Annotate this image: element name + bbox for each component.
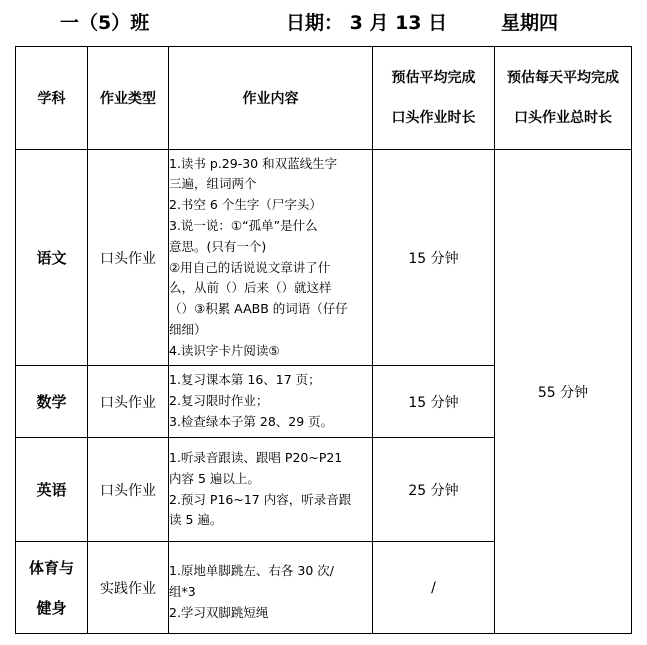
type-cell: 口头作业 — [88, 366, 169, 438]
document-title — [0, 4, 647, 38]
avg-time-cell: 25 分钟 — [373, 438, 495, 542]
content-line: 么，从前（）后来（）就这样 — [169, 280, 332, 296]
subject-line: 体育与 — [28, 558, 74, 577]
content-cell — [169, 542, 373, 634]
content-line: 3.说一说：①“孤单”是什么 — [169, 217, 318, 233]
content-line: 1.读书 p.29-30 和双蓝线生字 — [169, 155, 338, 171]
total-time-cell: 55 分钟 — [495, 150, 632, 634]
subject-cell — [16, 542, 88, 634]
column-header-avg-time — [373, 47, 495, 150]
column-header-total-time-line2: 口头作业总时长 — [514, 110, 612, 126]
content-line: 2.复习限时作业； — [169, 393, 269, 409]
column-header-total-time — [495, 47, 632, 150]
content-line: 组*3 — [169, 584, 196, 600]
content-line: 2.预习 P16~17 内容，听录音跟 — [169, 491, 352, 507]
homework-table — [15, 46, 632, 634]
content-line: 细细） — [169, 321, 207, 337]
type-cell: 口头作业 — [88, 438, 169, 542]
column-header-subject: 学科 — [16, 47, 88, 150]
content-line: ②用自己的话说说文章讲了什 — [169, 259, 331, 275]
avg-time-cell: 15 分钟 — [373, 150, 495, 366]
avg-time-cell: / — [373, 542, 495, 634]
content-line: 意思。(只有一个) — [169, 238, 267, 254]
content-line: 2.书空 6 个生字（尸字头） — [169, 197, 322, 213]
subject-cell: 语文 — [16, 150, 88, 366]
subject-cell: 英语 — [16, 438, 88, 542]
column-header-total-time-line1: 预估每天平均完成 — [507, 70, 619, 86]
column-header-avg-time-line2: 口头作业时长 — [391, 110, 476, 126]
subject-cell: 数学 — [16, 366, 88, 438]
content-line: 内容 5 遍以上。 — [169, 470, 260, 486]
weekday-label: 星期四 — [501, 12, 559, 34]
type-cell: 口头作业 — [88, 150, 169, 366]
column-header-type: 作业类型 — [88, 47, 169, 150]
content-line: 1.复习课本第 16、17 页； — [169, 372, 321, 388]
content-line: 1.听录音跟读、跟唱 P20~P21 — [169, 449, 343, 465]
type-cell: 实践作业 — [88, 542, 169, 634]
avg-time-cell: 15 分钟 — [373, 366, 495, 438]
content-line: 2.学习双脚跳短绳 — [169, 604, 269, 620]
content-line: （）③积累 AABB 的词语（仔仔 — [169, 301, 348, 317]
table-header-row — [16, 47, 632, 150]
content-line: 读 5 遍。 — [169, 512, 223, 528]
content-line: 3.检查绿本子第 28、29 页。 — [169, 413, 334, 429]
content-line: 1.原地单脚跳左、右各 30 次/ — [169, 563, 334, 579]
class-label: 一（5）班 — [60, 12, 150, 34]
content-cell — [169, 150, 373, 366]
column-header-avg-time-line1: 预估平均完成 — [391, 70, 476, 86]
table-row-chinese — [16, 150, 632, 366]
date-label: 日期： 3 月 13 日 — [286, 12, 448, 34]
column-header-content: 作业内容 — [169, 47, 373, 150]
content-cell — [169, 438, 373, 542]
content-line: 4.读识字卡片阅读⑤ — [169, 342, 280, 358]
content-line: 三遍，组词两个 — [169, 176, 257, 192]
subject-line: 健身 — [36, 598, 67, 617]
content-cell — [169, 366, 373, 438]
